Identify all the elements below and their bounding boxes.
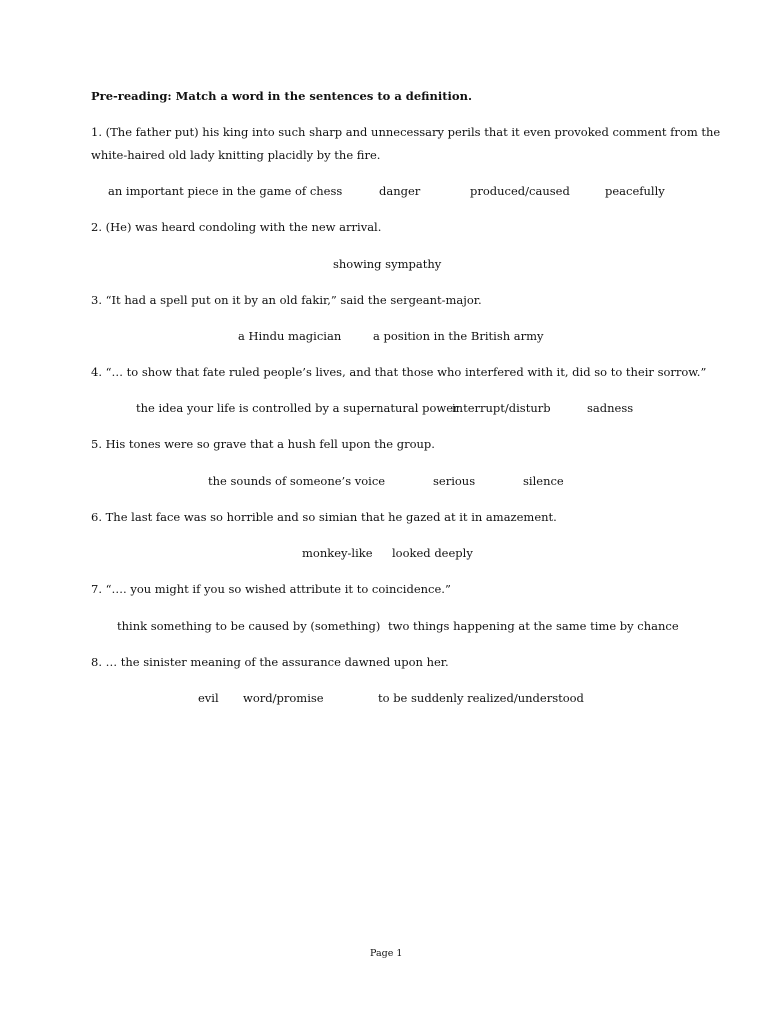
item-4-option-2: interrupt/disturb (452, 401, 551, 415)
item-8-option-1: evil (198, 691, 219, 705)
item-4-option-3: sadness (587, 401, 634, 415)
worksheet-title: Pre-reading: Match a word in the sentences to a definition. (91, 89, 472, 103)
item-3-option-1: a Hindu magician (238, 329, 342, 343)
item-5-option-2: serious (433, 474, 476, 488)
item-1-text-line-1: 1. (The father put) his king into such sharp and unnecessary perils that it even provoked comment from the (91, 125, 721, 139)
item-3-text-line-1: 3. “It had a spell put on it by an old fakir,” said the sergeant-major. (91, 293, 482, 307)
item-7-option-1: think something to be caused by (something) (117, 619, 381, 633)
item-5-option-3: silence (523, 474, 564, 488)
item-7-text-line-1: 7. “…. you might if you so wished attribute it to coincidence.” (91, 582, 451, 596)
item-8-option-3: to be suddenly realized/understood (378, 691, 584, 705)
item-1-option-2: danger (379, 184, 421, 198)
item-4-option-1: the idea your life is controlled by a supernatural power (136, 401, 459, 415)
item-5-text-line-1: 5. His tones were so grave that a hush fell upon the group. (91, 437, 435, 451)
item-1-option-1: an important piece in the game of chess (108, 184, 343, 198)
item-1-option-3: produced/caused (470, 184, 570, 198)
item-5-option-1: the sounds of someone’s voice (208, 474, 386, 488)
item-7-option-2: two things happening at the same time by chance (388, 619, 679, 633)
item-8-text-line-1: 8. … the sinister meaning of the assurance dawned upon her. (91, 655, 449, 669)
item-6-option-2: looked deeply (392, 546, 473, 560)
item-4-text-line-1: 4. “… to show that fate ruled people’s lives, and that those who interfered with it, did so to their sorrow.” (91, 365, 707, 379)
item-8-option-2: word/promise (243, 691, 324, 705)
page-number: Page 1 (370, 948, 403, 959)
item-1-option-4: peacefully (605, 184, 665, 198)
item-3-option-2: a position in the British army (373, 329, 544, 343)
item-6-option-1: monkey-like (302, 546, 373, 560)
item-1-text-line-2: white-haired old lady knitting placidly by the fire. (91, 148, 381, 162)
item-2-option-1: showing sympathy (333, 257, 442, 271)
item-2-text-line-1: 2. (He) was heard condoling with the new arrival. (91, 220, 382, 234)
item-6-text-line-1: 6. The last face was so horrible and so simian that he gazed at it in amazement. (91, 510, 557, 524)
